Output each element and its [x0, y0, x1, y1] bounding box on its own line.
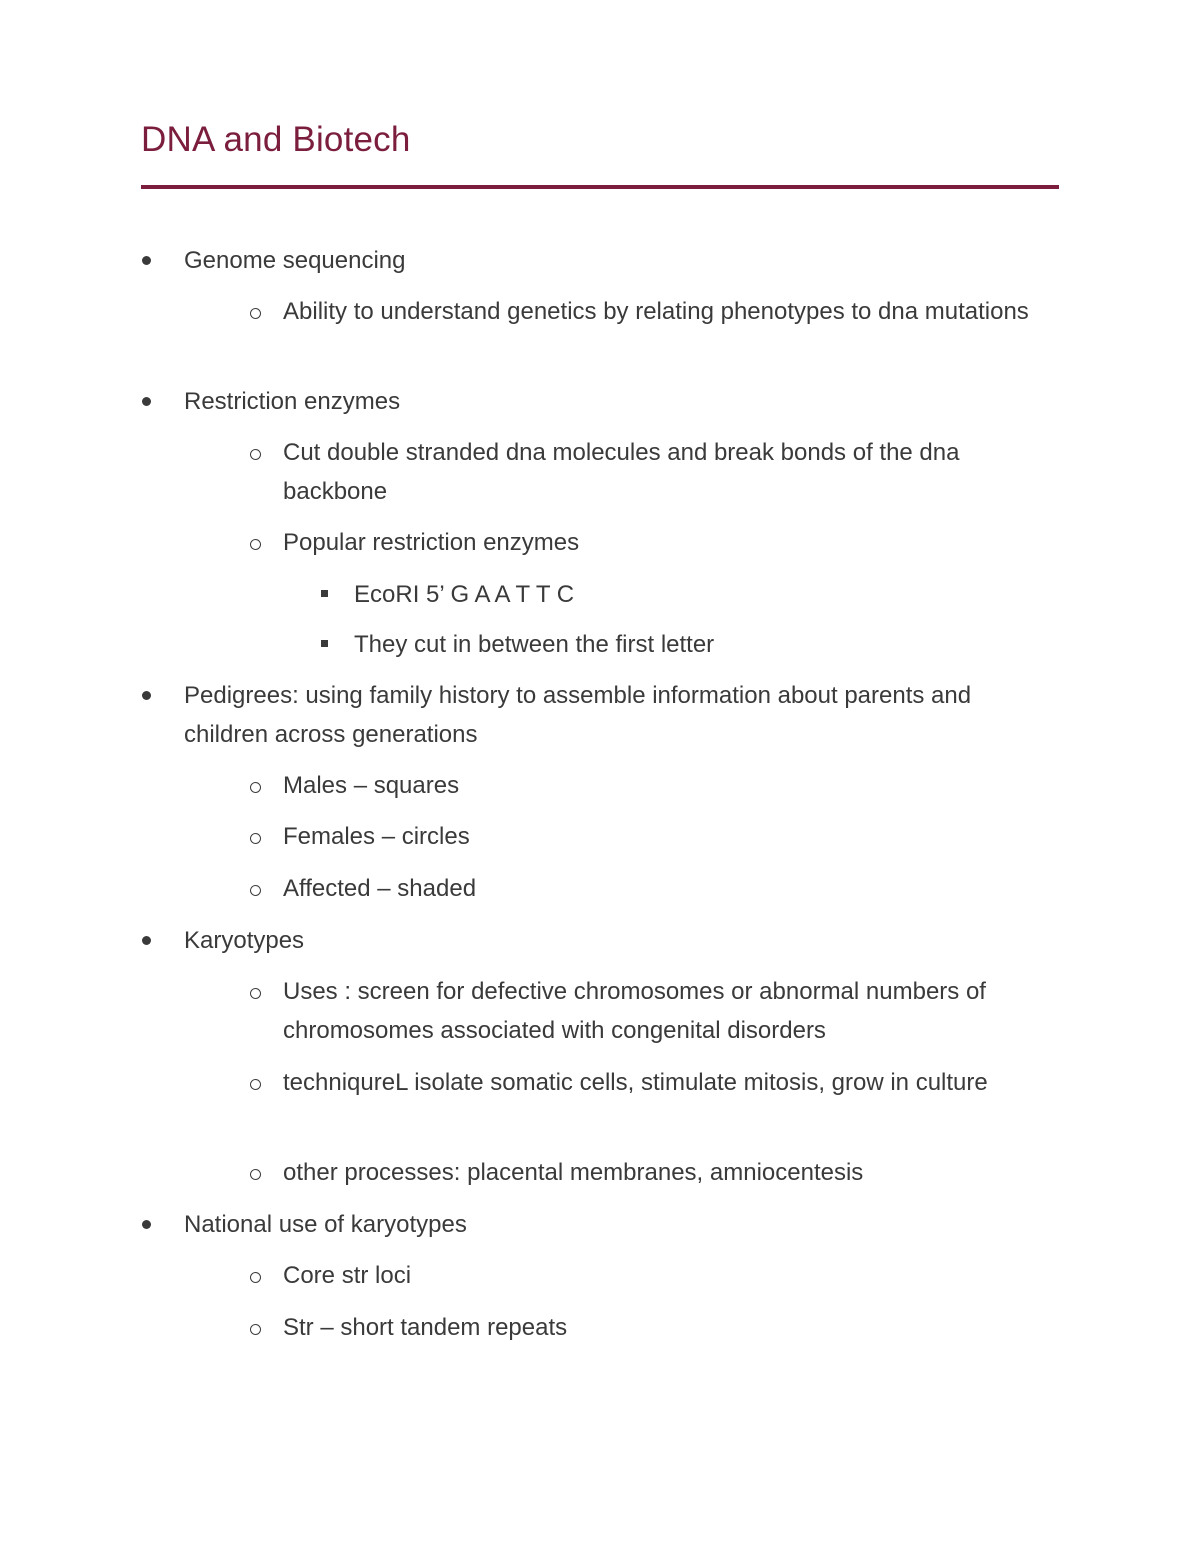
bullet-dot-icon	[142, 691, 151, 700]
list-item-text: Karyotypes	[184, 927, 305, 954]
bullet-circle-icon	[250, 885, 261, 896]
bullet-circle-icon	[250, 308, 261, 319]
page-title: DNA and Biotech	[141, 120, 411, 159]
list-item-text: Affected – shaded	[283, 875, 477, 902]
bullet-circle-icon	[250, 449, 261, 460]
bullet-circle-icon	[250, 1169, 261, 1180]
list-item-text: EcoRI 5’ G A A T T C	[354, 581, 575, 608]
list-item-text: Popular restriction enzymes	[283, 529, 580, 556]
bullet-dot-icon	[142, 1220, 151, 1229]
list-item-text: Males – squares	[283, 772, 460, 799]
bullet-circle-icon	[250, 988, 261, 999]
bullet-dot-icon	[142, 256, 151, 265]
bullet-circle-icon	[250, 1079, 261, 1090]
list-item-text: National use of karyotypes	[184, 1211, 467, 1238]
bullet-circle-icon	[250, 1272, 261, 1283]
bullet-square-icon	[321, 640, 328, 647]
bullet-circle-icon	[250, 539, 261, 550]
list-item-text: Females – circles	[283, 823, 470, 850]
list-item-text: techniqureL isolate somatic cells, stimulate mitosis, grow in culture	[283, 1069, 988, 1096]
bullet-dot-icon	[142, 936, 151, 945]
list-item-text: Cut double stranded dna molecules and break bonds of the dna backbone	[283, 439, 960, 505]
list-item-text: other processes: placental membranes, amniocentesis	[283, 1159, 864, 1186]
bullet-square-icon	[321, 590, 328, 597]
list-item-text: Pedigrees: using family history to assemble information about parents and children across generations	[184, 682, 972, 748]
list-item-text: Core str loci	[283, 1262, 412, 1289]
list-item-text: Restriction enzymes	[184, 388, 401, 415]
bullet-circle-icon	[250, 833, 261, 844]
bullet-dot-icon	[142, 397, 151, 406]
list-item-text: They cut in between the first letter	[354, 631, 715, 658]
bullet-circle-icon	[250, 1324, 261, 1335]
list-item-text: Ability to understand genetics by relating phenotypes to dna mutations	[283, 298, 1029, 325]
bullet-circle-icon	[250, 782, 261, 793]
list-item-text: Uses : screen for defective chromosomes or abnormal numbers of chromosomes associated with congenital disorders	[283, 978, 986, 1044]
list-item-text: Str – short tandem repeats	[283, 1314, 568, 1341]
title-divider	[141, 185, 1059, 189]
list-item-text: Genome sequencing	[184, 247, 406, 274]
